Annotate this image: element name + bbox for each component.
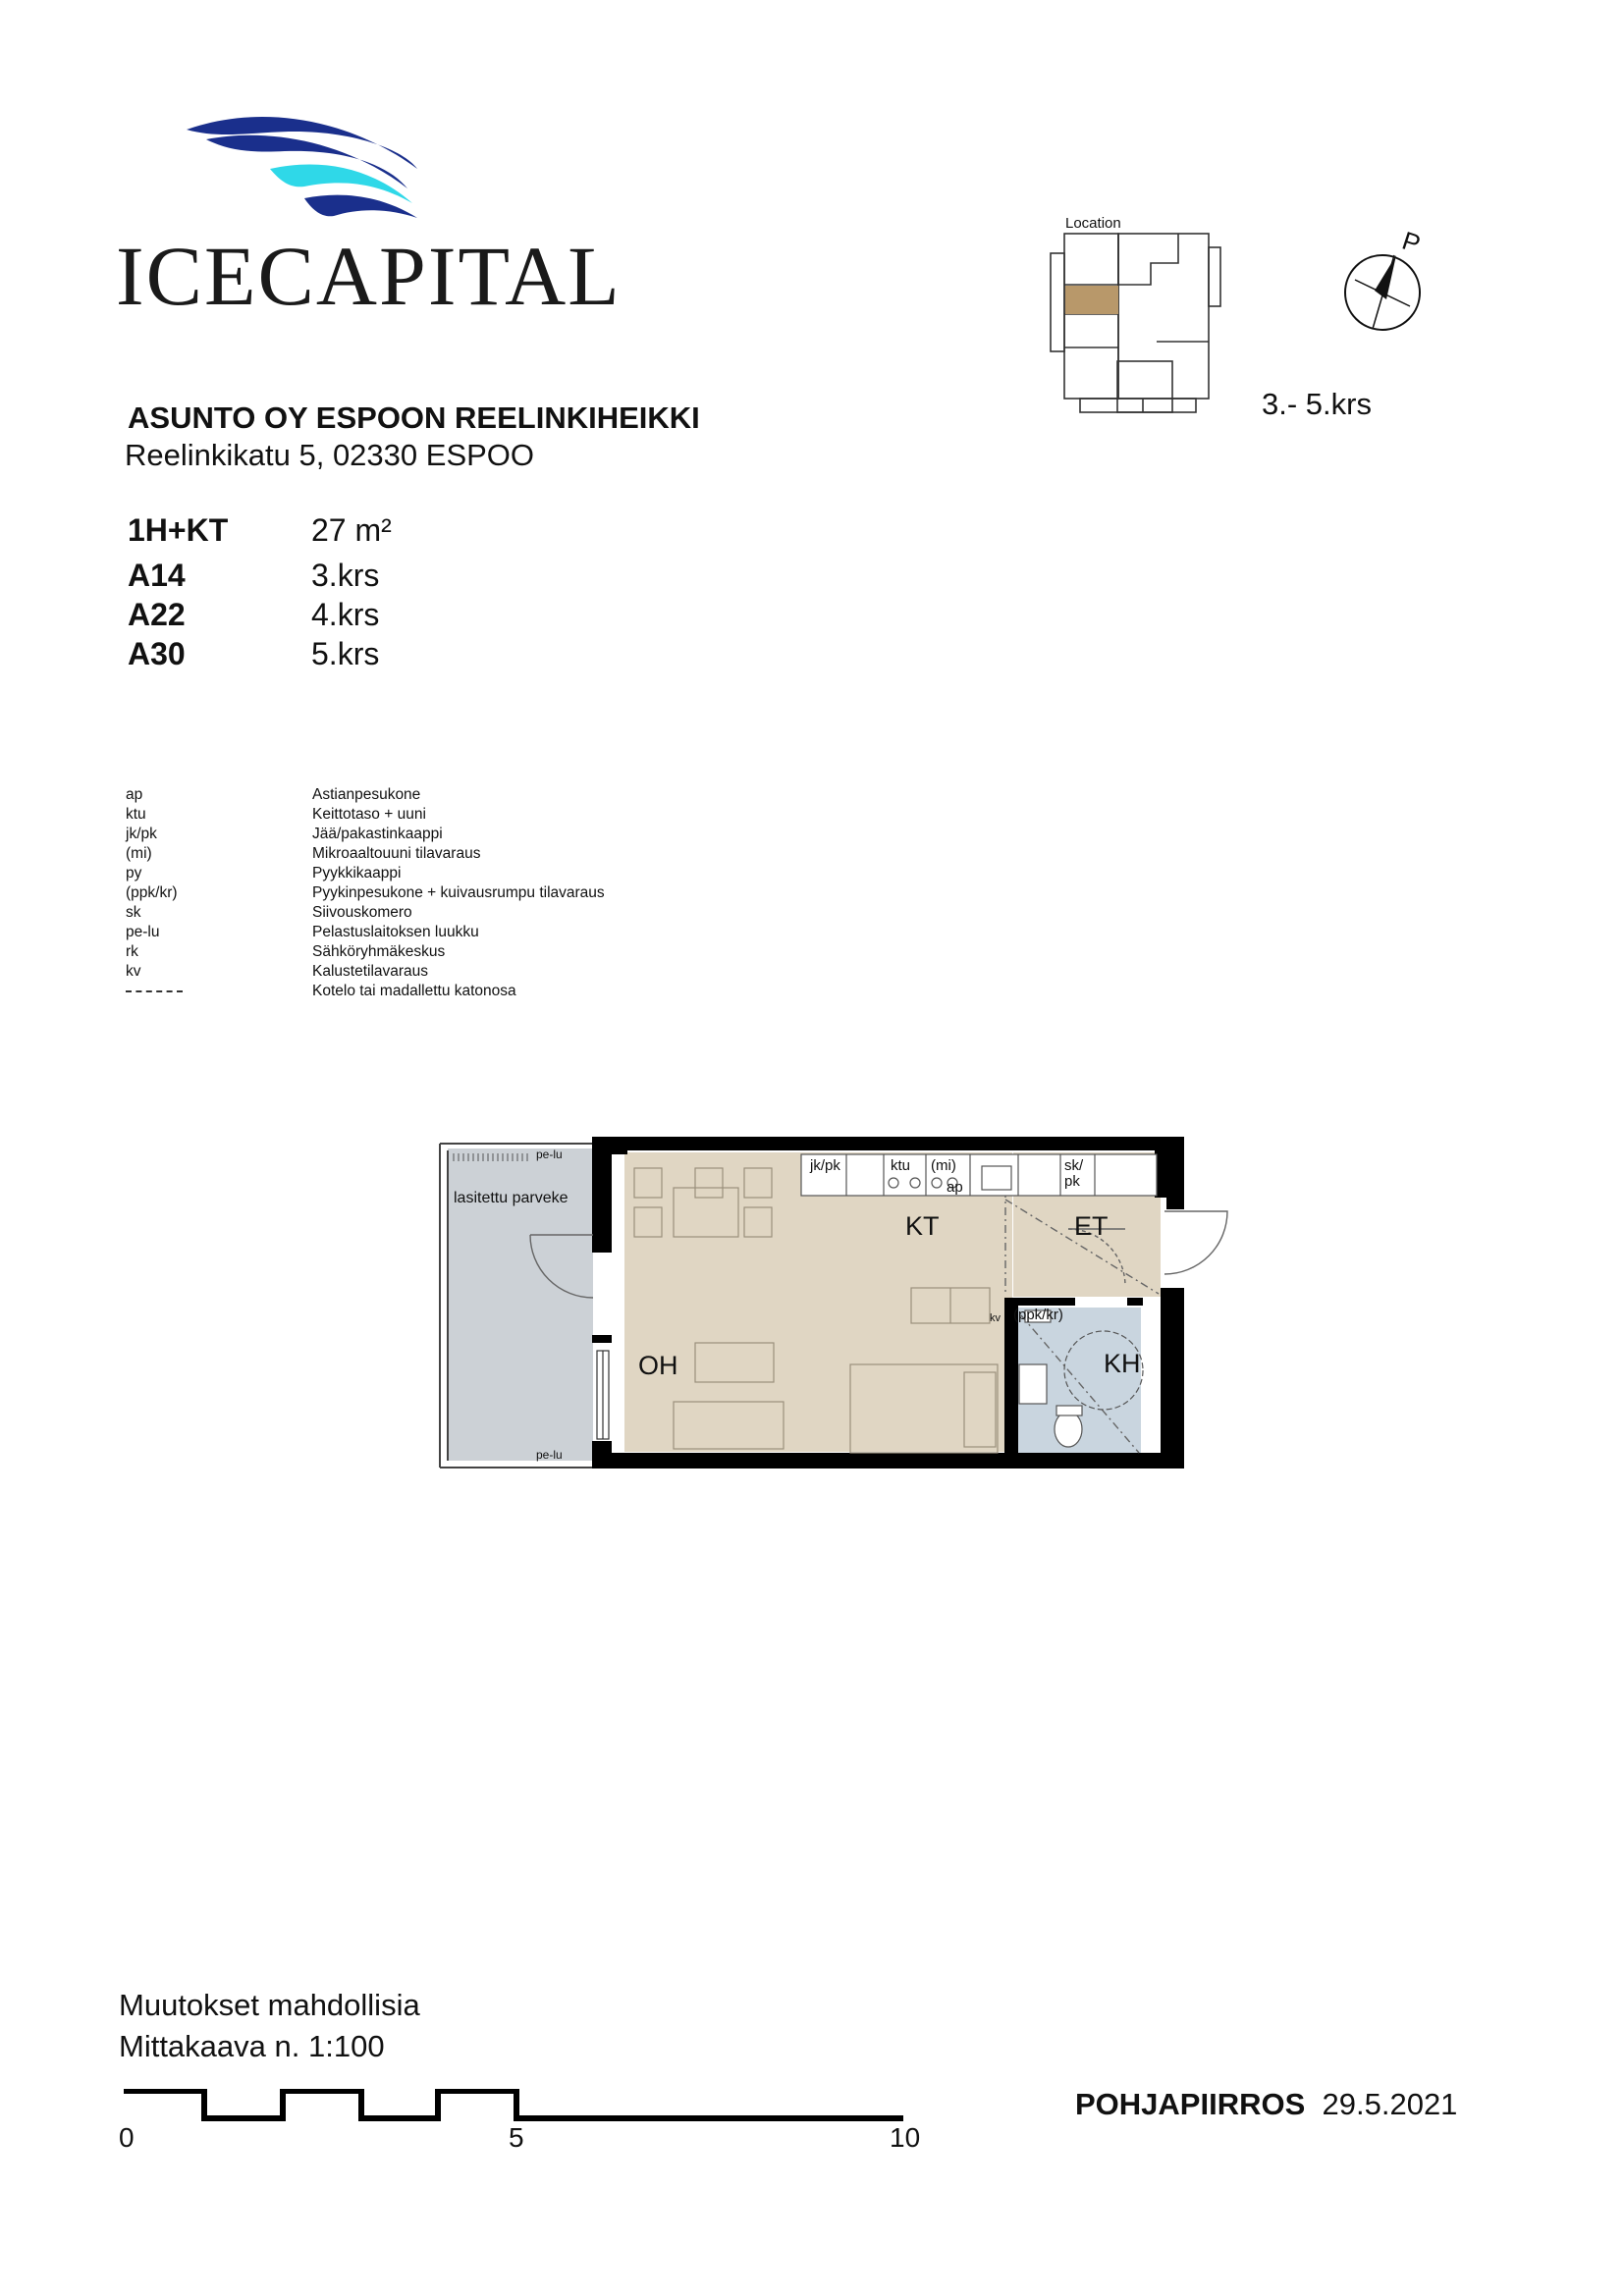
kitchen-counter (801, 1154, 1157, 1196)
label-sk: sk/ (1064, 1157, 1084, 1174)
label-kv: kv (990, 1312, 1001, 1324)
room-label-bathroom: KH (1104, 1349, 1141, 1378)
pe-lu-label: pe-lu (536, 1148, 563, 1161)
north-label: P (1398, 226, 1425, 259)
plan-title: POHJAPIIRROS (1075, 2087, 1306, 2121)
label-ppk: (ppk/kr) (1013, 1307, 1063, 1323)
room-label-balcony: lasitettu parveke (454, 1190, 568, 1206)
project-name: ASUNTO OY ESPOON REELINKIHEIKKI (128, 400, 700, 435)
scale-tick-10: 10 (890, 2122, 921, 2153)
apartment-type: 1H+KT (128, 512, 229, 548)
room-label-entry: ET (1074, 1211, 1109, 1241)
changes-note: Muutokset mahdollisia (119, 1988, 420, 2022)
label-ap: ap (947, 1179, 963, 1196)
icecapital-logo-mark (177, 110, 432, 228)
scale-note: Mittakaava n. 1:100 (119, 2029, 385, 2063)
footer-notes (119, 1985, 420, 2067)
living-area-floor (624, 1152, 1012, 1452)
floor-plan (432, 1129, 1257, 1492)
compass-icon (1335, 226, 1434, 334)
scale-tick-0: 0 (119, 2122, 135, 2153)
brand-name: ICECAPITAL (116, 229, 622, 323)
label-jkpk: jk/pk (810, 1157, 840, 1174)
unit-floor: 3.krs (311, 558, 380, 593)
location-label: Location (1065, 215, 1121, 232)
label-ktu: ktu (891, 1157, 911, 1174)
pe-lu-label: pe-lu (536, 1448, 563, 1462)
unit-floor: 5.krs (311, 636, 380, 671)
unit-code: A22 (128, 597, 186, 632)
unit-code: A14 (128, 558, 186, 593)
highlighted-apartment-location (1065, 286, 1118, 314)
location-site-map (1041, 214, 1257, 422)
label-mi: (mi) (931, 1157, 956, 1174)
unit-code: A30 (128, 636, 186, 671)
scale-bar (124, 2089, 909, 2124)
dashed-line-sample (126, 982, 183, 1001)
apartment-area: 27 m² (311, 512, 392, 548)
label-pk: pk (1064, 1173, 1080, 1190)
document-title (1075, 2087, 1457, 2122)
unit-floor: 4.krs (311, 597, 380, 632)
project-address: Reelinkikatu 5, 02330 ESPOO (125, 438, 535, 472)
room-label-living: OH (638, 1351, 678, 1380)
plan-date: 29.5.2021 (1322, 2087, 1458, 2121)
room-label-kitchen: KT (905, 1211, 940, 1241)
scale-tick-5: 5 (509, 2122, 524, 2153)
floors-label: 3.- 5.krs (1262, 387, 1372, 421)
